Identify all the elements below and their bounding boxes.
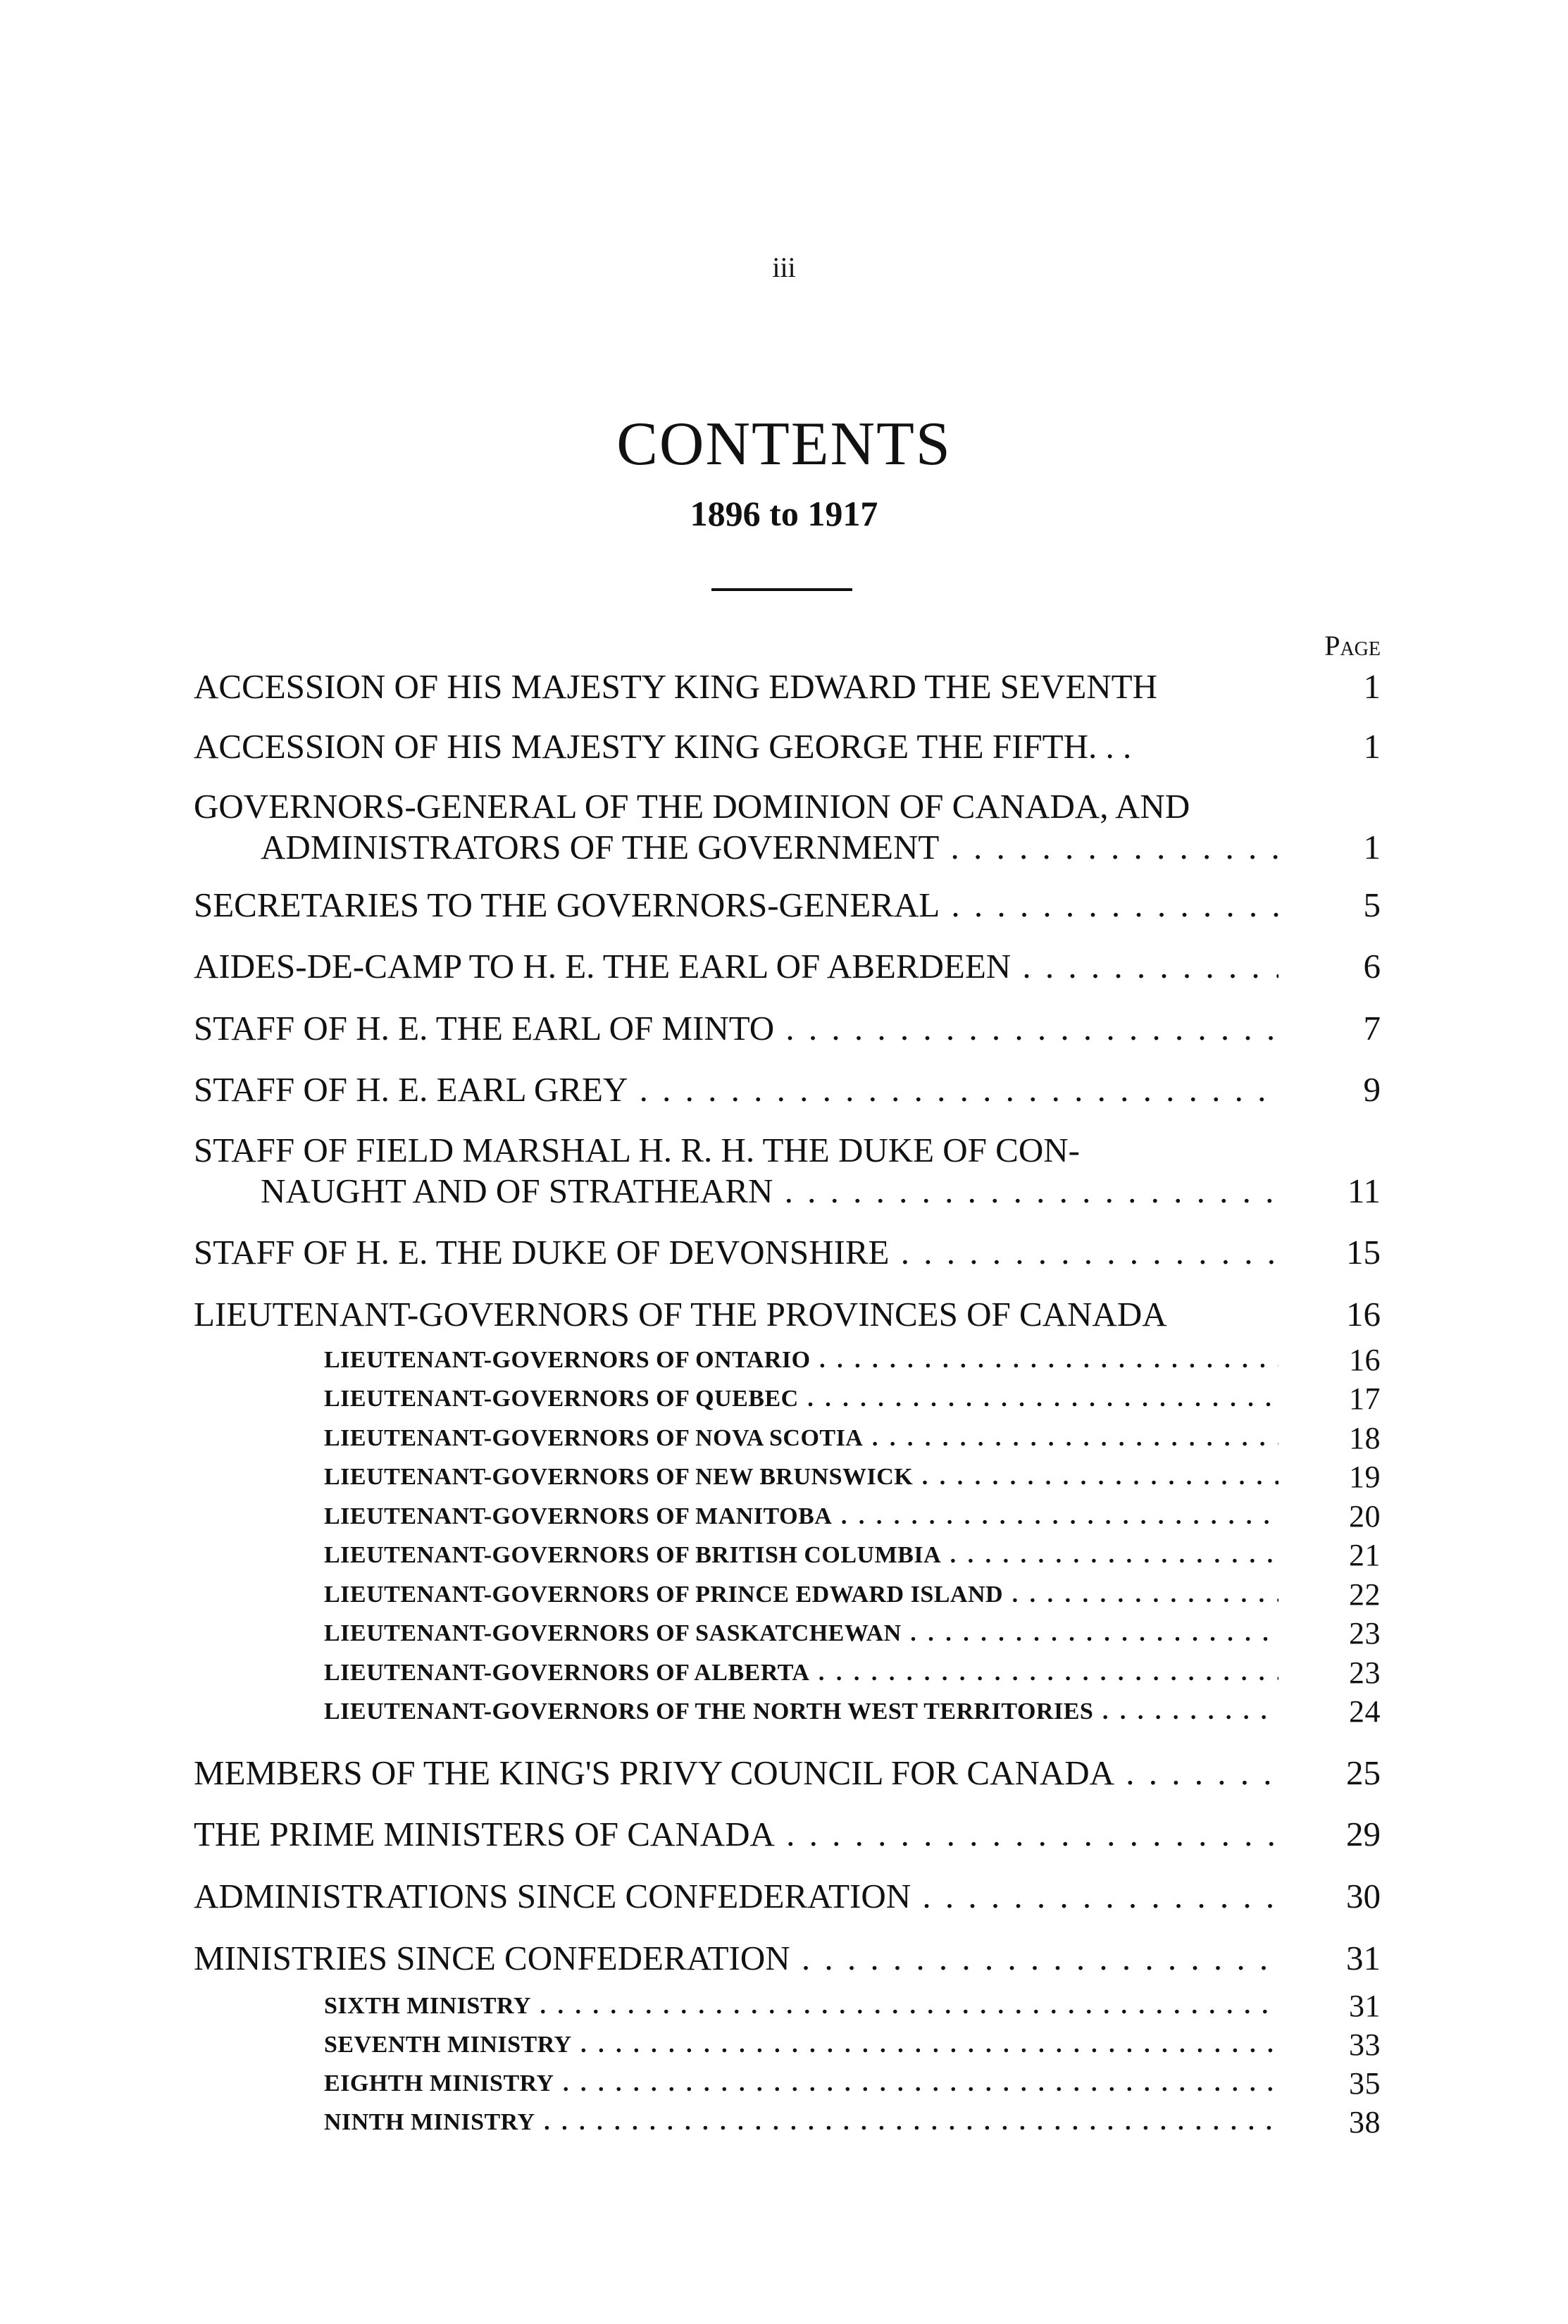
toc-subentry-page: 20 <box>1349 1499 1381 1534</box>
toc-entry-title-cont: NAUGHT AND OF STRATHEARN . . . <box>194 1170 1278 1212</box>
toc-subentry-title: LIEUTENANT-GOVERNORS OF THE NORTH WEST TERRITORIES . . . <box>324 1694 1278 1730</box>
toc-subentry-page: 24 <box>1349 1694 1381 1729</box>
toc-subentry-page: 31 <box>1349 1989 1381 2023</box>
toc-entry-page: 6 <box>1363 947 1381 986</box>
toc-subentry-title: LIEUTENANT-GOVERNORS OF ALBERTA . . . <box>324 1655 1278 1691</box>
toc-subentry-page: 35 <box>1349 2066 1381 2101</box>
toc-entry-page: 25 <box>1346 1753 1381 1792</box>
toc-entry-title: SECRETARIES TO THE GOVERNORS-GENERAL . . . <box>194 884 1278 926</box>
toc-subentry-page: 23 <box>1349 1616 1381 1651</box>
toc-subentry-title: LIEUTENANT-GOVERNORS OF MANITOBA . . . <box>324 1498 1278 1535</box>
toc-entry-page: 1 <box>1363 727 1381 766</box>
toc-subentry-title: NINTH MINISTRY . . . <box>324 2104 1278 2141</box>
toc-entry-page: 9 <box>1363 1070 1381 1109</box>
toc-subentry-title: LIEUTENANT-GOVERNORS OF ONTARIO . . . <box>324 1342 1278 1379</box>
toc-subentry-page: 21 <box>1349 1538 1381 1572</box>
toc-entry-title: AIDES-DE-CAMP TO H. E. THE EARL OF ABERDEEN . . . <box>194 945 1278 988</box>
toc-entry-title-cont: ADMINISTRATORS OF THE GOVERNMENT . . . <box>194 826 1278 869</box>
toc-entry-title: STAFF OF H. E. THE DUKE OF DEVONSHIRE . . . <box>194 1231 1278 1274</box>
toc-entry-title: ACCESSION OF HIS MAJESTY KING EDWARD THE SEVENTH <box>194 667 1157 706</box>
toc-subentry-page: 16 <box>1349 1343 1381 1377</box>
toc-entry-page: 1 <box>1363 667 1381 706</box>
table-of-contents <box>194 0 1381 2324</box>
toc-subentry-page: 17 <box>1349 1381 1381 1416</box>
toc-entry-page: 15 <box>1346 1233 1381 1272</box>
toc-entry-title: GOVERNORS-GENERAL OF THE DOMINION OF CANADA, AND <box>194 787 1190 826</box>
toc-subentry-title: LIEUTENANT-GOVERNORS OF SASKATCHEWAN . . . <box>324 1615 1278 1652</box>
toc-entry-title: STAFF OF FIELD MARSHAL H. R. H. THE DUKE OF CON- <box>194 1131 1080 1169</box>
toc-subentry-title: SIXTH MINISTRY . . . <box>324 1988 1278 2025</box>
toc-entry-page: 31 <box>1346 1939 1381 1977</box>
page-title: CONTENTS <box>616 410 952 478</box>
toc-subentry-title: LIEUTENANT-GOVERNORS OF QUEBEC . . . <box>324 1381 1278 1417</box>
toc-subentry-title: EIGHTH MINISTRY . . . <box>324 2065 1278 2102</box>
toc-entry-page: 16 <box>1346 1295 1381 1334</box>
toc-entry-title: ADMINISTRATIONS SINCE CONFEDERATION . . . <box>194 1875 1278 1918</box>
toc-subentry-title: LIEUTENANT-GOVERNORS OF BRITISH COLUMBIA . . . <box>324 1537 1278 1574</box>
toc-entry-page: 30 <box>1346 1877 1381 1915</box>
toc-entry-title: ACCESSION OF HIS MAJESTY KING GEORGE THE FIFTH. . . <box>194 727 1132 766</box>
toc-entry-page: 11 <box>1347 1172 1381 1210</box>
page-column-label: Page <box>1324 630 1381 661</box>
toc-entry-page: 5 <box>1363 886 1381 924</box>
toc-entry-title: LIEUTENANT-GOVERNORS OF THE PROVINCES OF CANADA <box>194 1295 1167 1334</box>
toc-entry-title: MEMBERS OF THE KING'S PRIVY COUNCIL FOR CANADA . . . <box>194 1752 1278 1794</box>
toc-subentry-page: 18 <box>1349 1421 1381 1455</box>
toc-subentry-page: 38 <box>1349 2105 1381 2139</box>
toc-subentry-title: SEVENTH MINISTRY . . . <box>324 2027 1278 2063</box>
toc-entry-title: THE PRIME MINISTERS OF CANADA . . . <box>194 1813 1278 1856</box>
toc-subentry-page: 33 <box>1349 2027 1381 2062</box>
page-number: iii <box>772 251 796 283</box>
toc-entry-page: 1 <box>1363 828 1381 866</box>
toc-subentry-title: LIEUTENANT-GOVERNORS OF NEW BRUNSWICK . . . <box>324 1459 1278 1496</box>
page-subtitle: 1896 to 1917 <box>690 494 878 533</box>
toc-entry-page: 29 <box>1346 1815 1381 1853</box>
toc-entry-page: 7 <box>1363 1009 1381 1048</box>
toc-subentry-page: 23 <box>1349 1655 1381 1690</box>
toc-subentry-title: LIEUTENANT-GOVERNORS OF NOVA SCOTIA . . . <box>324 1420 1278 1457</box>
toc-entry-title: STAFF OF H. E. EARL GREY . . . <box>194 1069 1278 1111</box>
toc-subentry-title: LIEUTENANT-GOVERNORS OF PRINCE EDWARD ISLAND . . . <box>324 1577 1278 1613</box>
toc-subentry-page: 19 <box>1349 1460 1381 1494</box>
toc-entry-title: STAFF OF H. E. THE EARL OF MINTO . . . <box>194 1007 1278 1050</box>
toc-subentry-page: 22 <box>1349 1577 1381 1612</box>
toc-entry-title: MINISTRIES SINCE CONFEDERATION . . . <box>194 1937 1278 1980</box>
